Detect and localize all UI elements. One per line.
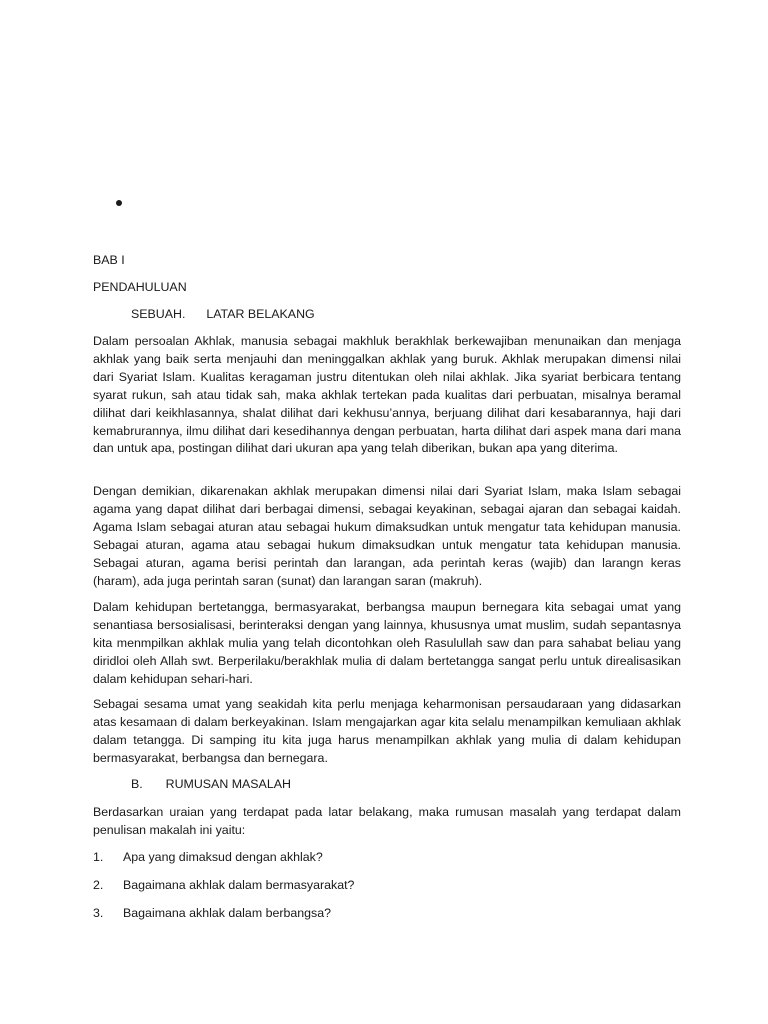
paragraph-3: Dalam kehidupan bertetangga, bermasyarakat, berbangsa maupun bernegara kita sebagai umat yang senantiasa bersosialisasi, berinteraksi dengan yang lainnya, khususnya umat muslim, sudah sepantasnya kita menmpilkan akhlak mulia yang telah dicontohkan oleh Rasulullah saw dan para sahabat beliau yang diridloi oleh Allah swt. Berperilaku/berakhlak mulia di dalam bertetangga sangat perlu untuk direalisasikan dalam kehidupan sehari-hari. <box>93 600 681 686</box>
paragraph-1: Dalam persoalan Akhlak, manusia sebagai makhluk berakhlak berkewajiban menunaikan dan menjaga akhlak yang baik serta menjauhi dan meninggalkan akhlak yang buruk. Akhlak merupakan dimensi nilai dari Syariat Islam. Kualitas keragaman justru ditentukan oleh nilai akhlak. Jika syariat berbicara tentang syarat rukun, sah atau tidak sah, maka akhlak tertekan pada kualitas dari perbuatan, misalnya beramal dilihat dari keikhlasannya, shalat dilihat dari kekhusu’annya, berjuang dilihat dari kesabarannya, haji dari kemabrurannya, ilmu dilihat dari kesedihannya dengan perbuatan, harta dilihat dari aspek mana dari mana dan untuk apa, postingan dilihat dari ukuran apa yang telah diberikan, bukan apa yang diterima. <box>93 334 681 456</box>
intro-paragraph: Berdasarkan uraian yang terdapat pada latar belakang, maka rumusan masalah yang terdapat dalam penulisan makalah ini yaitu: <box>93 805 681 837</box>
section-b-label: B. <box>131 777 143 791</box>
paragraph-2: Dengan demikian, dikarenakan akhlak merupakan dimensi nilai dari Syariat Islam, maka Islam sebagai agama yang dapat dilihat dari berbagai dimensi, sebagai keyakinan, sebagai ajaran dan sebagai kaidah. Agama Islam sebagai aturan atau sebagai hukum dimaksudkan untuk mengatur tata kehidupan manusia. Sebagai aturan, agama atau sebagai hukum dimaksudkan untuk mengatur tata kehidupan manusia. Sebagai aturan, agama berisi perintah dan larangan, ada perintah keras (wajib) dan larangn keras (haram), ada juga perintah saran (sunat) dan larangan saran (makruh). <box>93 484 681 588</box>
list-number: 2. <box>93 878 104 892</box>
list-item <box>93 905 331 923</box>
section-b-title: RUMUSAN MASALAH <box>165 777 291 791</box>
section-a-title: LATAR BELAKANG <box>206 307 315 321</box>
list-text: Bagaimana akhlak dalam bermasyarakat? <box>123 878 355 892</box>
section-a-heading <box>131 306 315 324</box>
chapter-label: BAB I <box>93 253 125 267</box>
list-number: 3. <box>93 906 104 920</box>
chapter-title: PENDAHULUAN <box>93 280 187 294</box>
list-number: 1. <box>93 850 104 864</box>
list-text: Apa yang dimaksud dengan akhlak? <box>123 850 323 864</box>
list-item <box>93 849 323 867</box>
paragraph-4: Sebagai sesama umat yang seakidah kita perlu menjaga keharmonisan persaudaraan yang didasarkan atas kesamaan di dalam berkeyakinan. Islam mengajarkan agar kita selalu menampilkan kemuliaan akhlak dalam tetangga. Di samping itu kita juga harus menampilkan akhlak yang mulia di dalam kehidupan bermasyarakat, berbangsa dan bernegara. <box>93 697 681 765</box>
list-item <box>93 877 354 895</box>
list-text: Bagaimana akhlak dalam berbangsa? <box>123 906 332 920</box>
bullet-point <box>116 200 122 206</box>
section-a-label: SEBUAH. <box>131 307 186 321</box>
section-b-heading <box>131 776 291 794</box>
